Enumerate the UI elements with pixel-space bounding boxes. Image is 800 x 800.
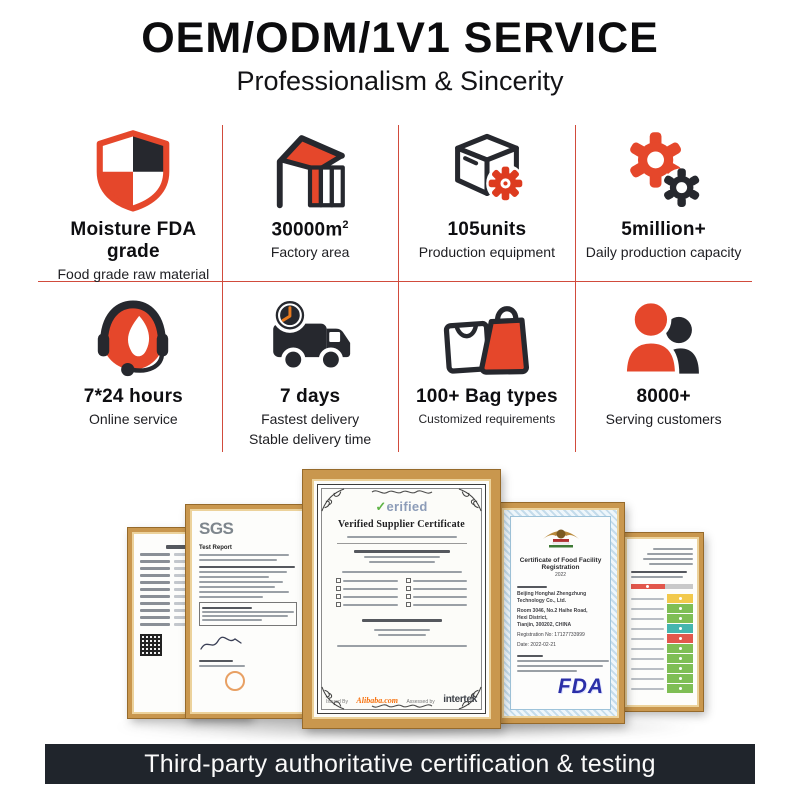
qr-code — [140, 634, 162, 656]
fda-logo: FDA — [557, 675, 604, 698]
feature-title: 105units — [447, 219, 527, 240]
fda-date: Date: 2022-02-21 — [517, 642, 556, 648]
people-icon — [575, 293, 752, 381]
feature-subtitle: Production equipment — [418, 244, 555, 260]
quality-chart — [631, 594, 693, 693]
footer-text: Third-party authoritative certification & testing — [144, 749, 656, 778]
feature-bags — [399, 281, 576, 452]
fda-registration: Registration No: 17127733999 — [517, 632, 585, 638]
certificate-title: Verified Supplier Certificate — [338, 519, 465, 530]
page-title: OEM/ODM/1V1 SERVICE — [141, 14, 659, 62]
sgs-logo: SGS — [199, 519, 234, 538]
certificate-quality-chart — [621, 533, 703, 711]
feature-subtitle: Fastest delivery — [261, 411, 360, 427]
sgs-heading: Test Report — [199, 545, 232, 551]
fda-cert-year: 2022 — [554, 572, 567, 578]
truck-icon — [222, 293, 399, 381]
factory-icon — [222, 126, 399, 214]
feature-delivery — [222, 281, 399, 452]
feature-title: 5million+ — [621, 219, 706, 240]
box-gear-icon — [399, 126, 576, 214]
feature-subtitle: Daily production capacity — [585, 244, 742, 260]
footer-banner — [45, 744, 755, 784]
feature-subtitle: Online service — [89, 411, 178, 427]
feature-subtitle: Serving customers — [605, 411, 722, 427]
certificate-sgs — [186, 505, 310, 718]
feature-subtitle: Customized requirements — [418, 412, 556, 426]
feature-title: 7 days — [279, 386, 341, 407]
shield-icon — [45, 126, 222, 214]
feature-title: 8000+ — [636, 386, 691, 407]
feature-title: 100+ Bag types — [416, 386, 558, 407]
score-bar — [631, 584, 693, 589]
feature-subtitle: Factory area — [270, 244, 350, 261]
feature-equipment — [399, 118, 576, 281]
signature — [199, 636, 297, 657]
feature-factory — [222, 118, 399, 281]
feature-capacity — [575, 118, 752, 281]
assessment-checklist — [336, 578, 467, 607]
issued-by-label: Issued By — [326, 699, 348, 705]
assessed-by-label: Assessed by — [406, 699, 435, 705]
feature-title: Moisture FDA grade — [70, 219, 197, 262]
fda-company: Beijing Honghai Zhengzhung Technology Co., Ltd. — [517, 591, 587, 604]
eagle-emblem — [517, 523, 604, 554]
feature-customers — [575, 281, 752, 452]
verified-logo: ✓erified — [375, 499, 428, 514]
certificate-verified-supplier — [303, 470, 500, 728]
feature-subtitle: Stable delivery time — [249, 431, 372, 447]
page-subtitle: Professionalism & Sincerity — [236, 66, 564, 96]
feature-moisture — [45, 118, 222, 281]
feature-title: 7*24 hours — [83, 386, 183, 407]
certificate-fda-registration: Certificate of Food Facility Registration 2022 Beijing Honghai Zhengzhung Technology Co., Ltd. Room 3046, No.2 Haihe Road, Hexi District, Tianjin, 300202, CHINA Registration No: 17127733999 Date: 2022-02-21 FDA — [497, 503, 624, 723]
feature-title: $30000m^2$ — [271, 219, 349, 241]
test-summary-box — [199, 602, 297, 626]
fda-cert-title: Certificate of Food Facility Registration — [519, 557, 602, 571]
round-seal — [225, 671, 245, 691]
headset-icon — [45, 293, 222, 381]
feature-subtitle: Food grade raw material — [57, 266, 210, 282]
gears-icon — [575, 126, 752, 214]
feature-service — [45, 281, 222, 452]
intertek-logo: intertek — [443, 694, 477, 705]
alibaba-logo: Alibaba.com — [356, 696, 398, 705]
feature-grid — [45, 118, 752, 452]
bags-icon — [399, 293, 576, 381]
